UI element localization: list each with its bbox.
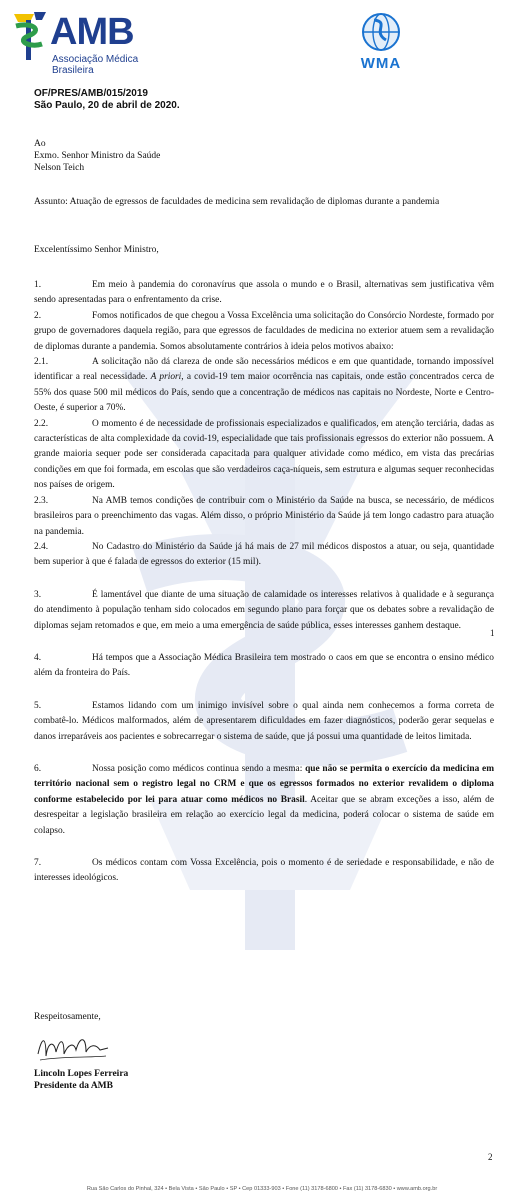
amb-logo: [12, 10, 172, 76]
amb-logo-name: AMB: [50, 11, 134, 53]
signer-block: [34, 1068, 128, 1092]
paragraph-text: Há tempos que a Associação Médica Brasileira tem mostrado o caos em que se encontra o ensino médico além da fronteira do País.: [34, 652, 494, 679]
paragraph-number: 2.3.: [34, 495, 49, 506]
paragraph-2-1: [34, 355, 494, 417]
recipient-block: [34, 138, 160, 174]
paragraph-number: 1.: [34, 280, 42, 290]
paragraph-number: 7.: [34, 858, 42, 868]
paragraph-1: [34, 278, 494, 309]
paragraph-text: Nossa posição como médicos continua sendo a mesma:: [92, 763, 306, 774]
paragraph-number: 2.2.: [34, 418, 49, 429]
paragraph-number: 5.: [34, 700, 42, 711]
amb-logo-subtitle: Associação Médica Brasileira: [52, 54, 139, 76]
recipient-line: Ao: [34, 139, 46, 149]
paragraph-text: Fomos notificados de que chegou a Vossa Excelência uma solicitação do Consórcio Nordeste, formado por grupo de governadores daquela região, para que egressos de faculdades de medicina no exterior atuem sem a revalidação de diplomas durante a pandemia. Somos absolutamente contrários à ideia pelos motivos abaixo:: [34, 310, 494, 352]
paragraph-number: 4.: [34, 652, 42, 663]
paragraph-2-2: [34, 417, 494, 494]
paragraph-2-4: [34, 540, 494, 571]
paragraph-text: É lamentável que diante de uma situação de calamidade os interesses relativos à qualidade e à segurança do atendimento à população tenham sido colocados em segundo plano para forçar que os debates sobre a revalidação de diplomas sejam retomados e que, em meio a uma emergência de saúde pública, esses interesses ganhem destaque.: [34, 589, 494, 631]
paragraph-text: Na AMB temos condições de contribuir com o Ministério da Saúde na busca, se necessário, de médicos brasileiros para o preenchimento das vagas. Além disso, o próprio Ministério da Saúde já tem longo cadastro para atuação na pandemia.: [34, 495, 494, 537]
paragraph-text: O momento é de necessidade de profissionais especializados e qualificados, em atenção terciária, dadas as características de alta complexidade da covid-19, especialidade que tais profissionais egressos do exterior não possuem. A grande maioria sequer pode ser considerada capacitada para qualquer atividade como médico, em vista das precárias condições em que foi formada, em escolas que são verdadeiros caça-níqueis, sem estrutura e algumas sequer reconhecidas nos países de origem.: [34, 418, 494, 491]
paragraph-2-3: [34, 494, 494, 540]
paragraph-number: 3.: [34, 589, 42, 600]
paragraph-text: A solicitação não dá clareza de onde são necessários médicos e em que quantidade, tornando impossível identificar a real necessidade.: [34, 357, 494, 383]
paragraph-number: 2.1.: [34, 357, 49, 368]
paragraph-text: Estamos lidando com um inimigo invisível sobre o qual ainda nem conhecemos a forma correta de combatê-lo. Médicos malformados, além de apresentarem dificuldades em fazer diagnósticos, poderão gerar sequelas e danos irreparáveis aos pacientes e sobrecarregar o sistema de saúde, que já possui uma quantidade de leitos limitada.: [34, 700, 494, 742]
closing: Respeitosamente,: [34, 1012, 101, 1022]
subject-line: Assunto: Atuação de egressos de faculdades de medicina sem revalidação de diplomas durante a pandemia: [34, 197, 440, 207]
paragraph-italic: A priori: [150, 372, 182, 383]
wma-globe-icon: [346, 10, 416, 54]
paragraph-text: No Cadastro do Ministério da Saúde já há mais de 27 mil médicos dispostos a atuar, ou seja, quantidade bem superior à que é falada de egressos do exterior (15 mil).: [34, 541, 494, 568]
paragraph-6: [34, 762, 494, 839]
salutation: Excelentíssimo Senhor Ministro,: [34, 245, 159, 255]
paragraph-text: Em meio à pandemia do coronavírus que assola o mundo e o Brasil, alternativas sem justificativa vêm sendo apresentadas para o enfrentamento da crise.: [34, 280, 494, 306]
paragraph-text: , a covid-19 tem maior ocorrência nas capitais, onde estão concentrados cerca de 55% dos quase 500 mil médicos do País, sendo que a concentração de médicos nas capitais no Nordeste, Norte e Centro-Oeste, é superior a 70%.: [34, 372, 494, 414]
paragraph-number: 6.: [34, 763, 42, 774]
paragraph-3: [34, 588, 494, 634]
letter-body: [34, 278, 494, 887]
signer-title: Presidente da AMB: [34, 1081, 113, 1091]
letter-meta: [34, 88, 180, 112]
recipient-line: Nelson Teich: [34, 163, 85, 173]
footer-address: Rua São Carlos do Pinhal, 324 • Bela Vista • São Paulo • SP • Cep 01333-903 • Fone (11) 3178-6800 • Fax (11) 3178-6830 • www.amb.org.br: [86, 1186, 438, 1192]
paragraph-2: [34, 309, 494, 355]
paragraph-text: . Aceitar que se abram exceções a isso, além de desrespeitar a legislação brasileira em relação ao exercício legal da medicina, poderá colocar o sistema de saúde em colapso.: [34, 794, 494, 836]
recipient-line: Exmo. Senhor Ministro da Saúde: [34, 151, 161, 161]
paragraph-number: 2.: [34, 310, 42, 321]
wma-logo: [346, 10, 416, 72]
wma-logo-text: WMA: [360, 55, 402, 72]
amb-caduceus-icon: [12, 10, 48, 62]
signer-name: Lincoln Lopes Ferreira: [34, 1069, 129, 1079]
paragraph-7: [34, 856, 494, 887]
letter-date: São Paulo, 20 de abril de 2020.: [34, 100, 180, 111]
signature-icon: [34, 1030, 114, 1066]
page-number: 2: [488, 1152, 493, 1162]
paragraph-text: Os médicos contam com Vossa Excelência, pois o momento é de seriedade e responsabilidade, e não de interesses ideológicos.: [34, 858, 494, 884]
paragraph-4: [34, 651, 494, 682]
paragraph-5: [34, 699, 494, 745]
paragraph-number: 2.4.: [34, 541, 49, 552]
letter-reference: OF/PRES/AMB/015/2019: [34, 88, 148, 99]
paragraph-bold: que não se permita o exercício da medicina em território nacional sem o registro legal no CRM e que os egressos formados no exterior revalidem o diploma conforme estabelecido por lei para atuar como médicos no Brasil: [34, 763, 494, 805]
page-number: 1: [490, 628, 495, 638]
